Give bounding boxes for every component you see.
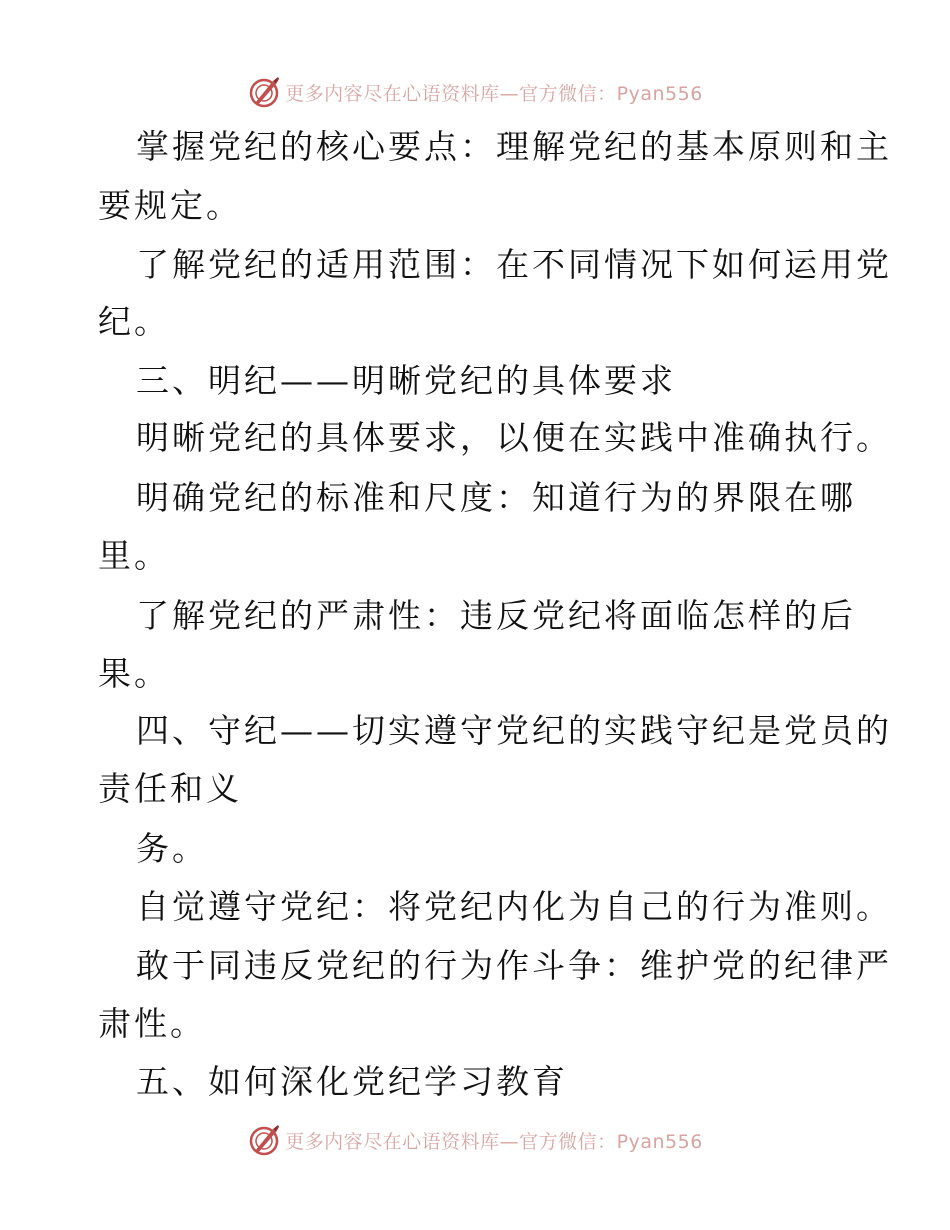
body-line: 肃性。 (98, 1004, 206, 1043)
watermark-text: 更多内容尽在心语资料库—官方微信：Pyan556 (285, 82, 703, 105)
body-line: 责任和义 (98, 769, 242, 808)
section-heading: 五、如何深化党纪学习教育 (136, 1062, 568, 1101)
body-line: 纪。 (98, 302, 170, 341)
watermark-text: 更多内容尽在心语资料库—官方微信：Pyan556 (285, 1130, 703, 1153)
body-line: 要规定。 (98, 186, 242, 225)
footer-watermark (0, 1120, 950, 1160)
body-line: 了解党纪的适用范围：在不同情况下如何运用党 (136, 245, 892, 284)
body-line: 自觉遵守党纪：将党纪内化为自己的行为准则。 (136, 887, 892, 926)
body-line: 明晰党纪的具体要求，以便在实践中准确执行。 (136, 418, 892, 457)
body-line: 明确党纪的标准和尺度：知道行为的界限在哪 (136, 478, 856, 517)
body-line: 了解党纪的严肃性：违反党纪将面临怎样的后 (136, 596, 856, 635)
body-line: 敢于同违反党纪的行为作斗争：维护党的纪律严 (136, 946, 892, 985)
section-heading: 四、守纪——切实遵守党纪的实践守纪是党员的 (136, 711, 892, 750)
body-line: 果。 (98, 654, 170, 693)
quill-pen-logo-icon (247, 1123, 281, 1157)
body-line: 务。 (136, 829, 208, 868)
body-line: 里。 (98, 536, 170, 575)
section-heading: 三、明纪——明晰党纪的具体要求 (136, 361, 676, 400)
body-line: 掌握党纪的核心要点：理解党纪的基本原则和主 (136, 127, 892, 166)
